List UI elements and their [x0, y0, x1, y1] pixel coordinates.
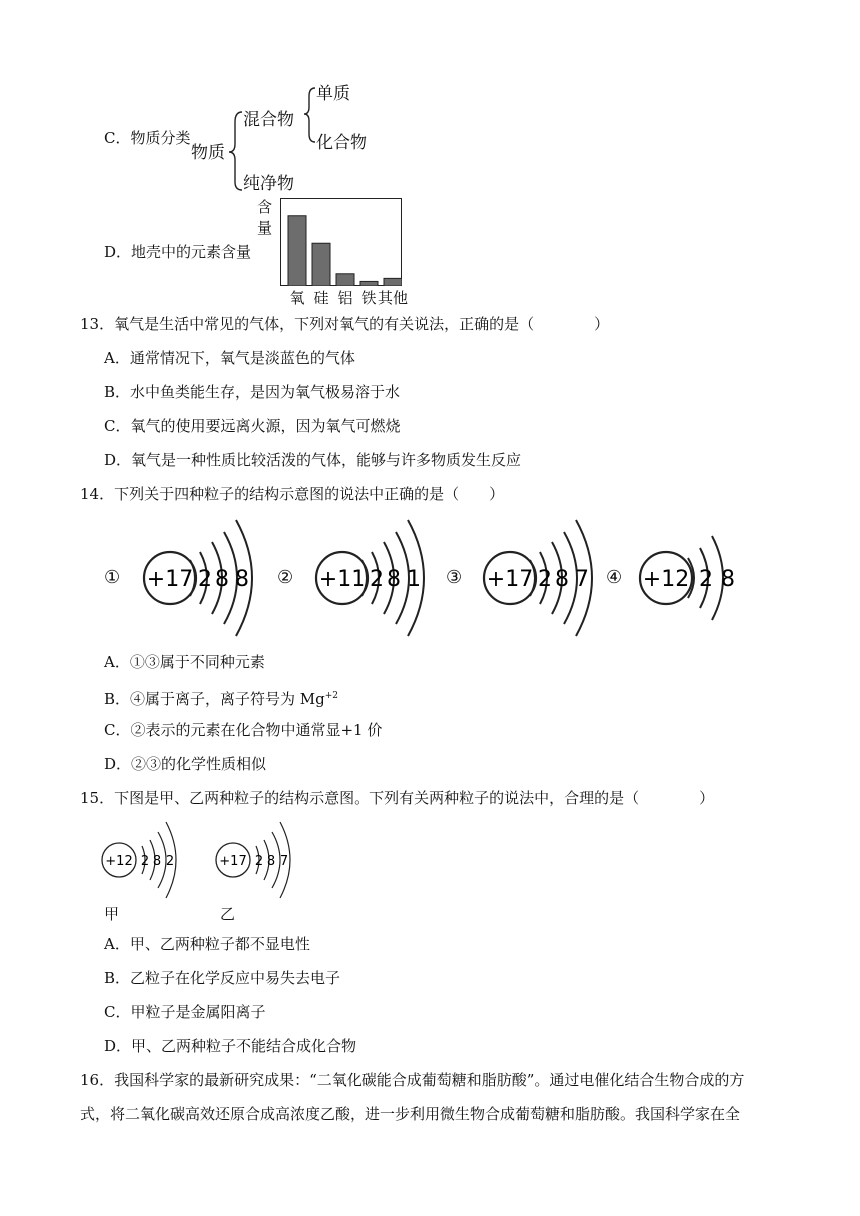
q15-option-b: B．乙粒子在化学反应中易失去电子 — [104, 969, 341, 987]
x-tick-label: 其他 — [377, 289, 408, 307]
x-tick-label: 铝 — [337, 289, 353, 307]
q13-option-d: D．氧气是一种性质比较活泼的气体，能够与许多物质发生反应 — [104, 451, 522, 469]
jia-nucleus: +12 — [105, 854, 133, 869]
particle-jia-label: 甲 — [104, 905, 120, 923]
q14-option-c: C．②表示的元素在化合物中通常显+1 价 — [104, 721, 383, 739]
q14-option-a: A．①③属于不同种元素 — [104, 653, 265, 671]
particle-1-shell-3: 8 — [235, 567, 249, 592]
option-d-label: D．地壳中的元素含量 — [104, 243, 252, 261]
tree-mixture: 混合物 — [243, 110, 294, 130]
particle-2-shell-2: 8 — [387, 567, 401, 592]
particle-3-mark: ③ — [446, 567, 463, 588]
x-tick-label: 硅 — [313, 289, 329, 307]
particle-1-diagram — [140, 516, 260, 640]
particle-3-shell-3: 7 — [575, 567, 589, 592]
yi-shell-1: 2 — [254, 854, 264, 869]
particle-3-shell-2: 8 — [555, 567, 569, 592]
x-tick-label: 氧 — [289, 289, 305, 307]
option-c-label: C．物质分类 — [104, 129, 191, 147]
bar-4 — [360, 281, 378, 286]
bar-5 — [384, 278, 402, 286]
bar-2 — [312, 243, 330, 286]
q14-option-b — [104, 686, 338, 709]
q13-option-b: B．水中鱼类能生存，是因为氧气极易溶于水 — [104, 383, 401, 401]
tree-root: 物质 — [191, 143, 225, 163]
q16-text-line-2: 式，将二氧化碳高效还原合成高浓度乙酸，进一步利用微生物合成葡萄糖和脂肪酸。我国科学家在全 — [80, 1105, 741, 1123]
chart-ylabel-1: 含 — [257, 198, 273, 216]
particle-4-nucleus: +12 — [642, 567, 690, 592]
jia-shell-1: 2 — [140, 854, 150, 869]
yi-nucleus: +17 — [219, 854, 247, 869]
jia-shell-2: 8 — [152, 854, 162, 869]
q16-text-line-1: 16．我国科学家的最新研究成果：“二氧化碳能合成葡萄糖和脂肪酸”。通过电催化结合生物合成的方 — [80, 1071, 745, 1089]
particle-1-shell-1: 2 — [198, 567, 212, 592]
q15-option-a: A．甲、乙两种粒子都不显电性 — [104, 935, 310, 953]
particle-3-nucleus: +17 — [486, 567, 534, 592]
particle-2-mark: ② — [277, 567, 294, 588]
particle-4-shell-1: 2 — [699, 567, 713, 592]
q15-option-c: C．甲粒子是金属阳离子 — [104, 1003, 266, 1021]
tree-elemental: 单质 — [316, 84, 350, 104]
particle-4-mark: ④ — [606, 567, 623, 588]
chart-plot — [280, 198, 402, 286]
q15-stem: 15．下图是甲、乙两种粒子的结构示意图。下列有关两种粒子的说法中，合理的是（ ） — [80, 789, 715, 807]
yi-shell-2: 8 — [266, 854, 276, 869]
particle-2-shell-3: 1 — [407, 567, 421, 592]
jia-shell-3: 2 — [165, 854, 175, 869]
q13-option-c: C．氧气的使用要远离火源，因为氧气可燃烧 — [104, 417, 401, 435]
particle-3-shell-1: 2 — [538, 567, 552, 592]
bar-3 — [336, 274, 354, 286]
yi-shell-3: 7 — [279, 854, 289, 869]
particle-1-nucleus: +17 — [146, 567, 194, 592]
particle-4-shell-2: 8 — [721, 567, 735, 592]
particle-4-diagram — [636, 518, 746, 640]
q15-option-d: D．甲、乙两种粒子不能结合成化合物 — [104, 1037, 357, 1055]
particle-yi-diagram — [214, 820, 304, 900]
q14-option-b-charge: +2 — [324, 691, 339, 701]
particle-2-diagram — [312, 516, 432, 640]
particle-2-nucleus: +11 — [318, 567, 366, 592]
q13-stem: 13．氧气是生活中常见的气体，下列对氧气的有关说法，正确的是（ ） — [80, 315, 610, 333]
particle-jia-diagram — [100, 820, 190, 900]
q13-option-a: A．通常情况下，氧气是淡蓝色的气体 — [104, 349, 355, 367]
particle-3-diagram — [480, 516, 600, 640]
bar-1 — [288, 216, 306, 286]
q14-option-b-text: B．④属于离子，离子符号为 Mg — [104, 690, 325, 708]
particle-1-mark: ① — [104, 567, 121, 588]
tree-braces — [225, 82, 325, 192]
particle-2-shell-1: 2 — [370, 567, 384, 592]
q14-stem: 14．下列关于四种粒子的结构示意图的说法中正确的是（ ） — [80, 485, 505, 503]
chart-ylabel-2: 量 — [257, 219, 273, 237]
tree-pure: 纯净物 — [243, 174, 294, 194]
q14-option-d: D．②③的化学性质相似 — [104, 755, 267, 773]
particle-yi-label: 乙 — [220, 905, 236, 923]
x-tick-label: 铁 — [361, 289, 377, 307]
particle-1-shell-2: 8 — [215, 567, 229, 592]
tree-compound: 化合物 — [316, 133, 367, 153]
